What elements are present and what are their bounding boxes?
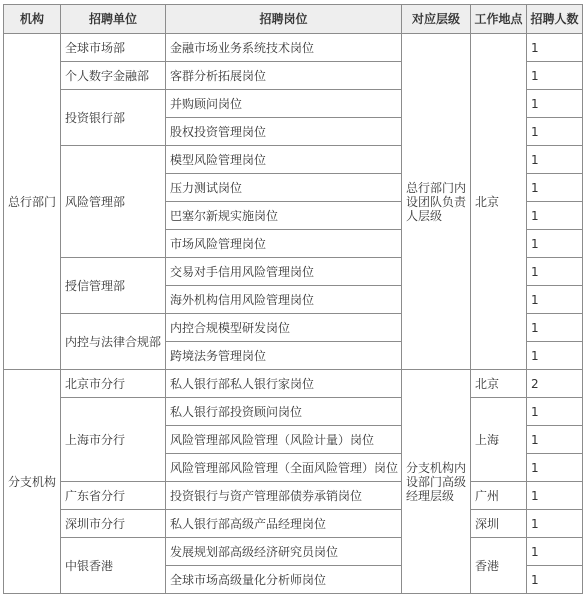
- unit-cell: 北京市分行: [61, 370, 166, 398]
- location-cell: 北京: [471, 370, 527, 398]
- position-cell: 巴塞尔新规实施岗位: [166, 202, 402, 230]
- recruitment-table: [3, 4, 583, 594]
- count-cell: 1: [527, 538, 583, 566]
- position-cell: 压力测试岗位: [166, 174, 402, 202]
- position-cell: 海外机构信用风险管理岗位: [166, 286, 402, 314]
- count-cell: 1: [527, 398, 583, 426]
- level-cell: 总行部门内设团队负责人层级: [402, 34, 471, 370]
- position-cell: 风险管理部风险管理（全面风险管理）岗位: [166, 454, 402, 482]
- count-cell: 1: [527, 286, 583, 314]
- unit-cell: 内控与法律合规部: [61, 314, 166, 370]
- org-cell: 总行部门: [4, 34, 61, 370]
- table-row: [4, 398, 583, 426]
- count-cell: 1: [527, 62, 583, 90]
- unit-cell: 投资银行部: [61, 90, 166, 146]
- count-cell: 1: [527, 174, 583, 202]
- position-cell: 私人银行部私人银行家岗位: [166, 370, 402, 398]
- level-cell: 分支机构内设部门高级经理层级: [402, 370, 471, 594]
- header-unit: 招聘单位: [61, 5, 166, 34]
- table-row: [4, 482, 583, 510]
- location-cell: 上海: [471, 398, 527, 482]
- unit-cell: 个人数字金融部: [61, 62, 166, 90]
- position-cell: 模型风险管理岗位: [166, 146, 402, 174]
- count-cell: 2: [527, 370, 583, 398]
- header-org: 机构: [4, 5, 61, 34]
- location-cell: 北京: [471, 34, 527, 370]
- count-cell: 1: [527, 314, 583, 342]
- count-cell: 1: [527, 342, 583, 370]
- header-level: 对应层级: [402, 5, 471, 34]
- table-row: [4, 538, 583, 566]
- count-cell: 1: [527, 566, 583, 594]
- unit-cell: 广东省分行: [61, 482, 166, 510]
- count-cell: 1: [527, 118, 583, 146]
- unit-cell: 授信管理部: [61, 258, 166, 314]
- position-cell: 私人银行部投资顾问岗位: [166, 398, 402, 426]
- position-cell: 私人银行部高级产品经理岗位: [166, 510, 402, 538]
- table-row: [4, 510, 583, 538]
- position-cell: 跨境法务管理岗位: [166, 342, 402, 370]
- header-row: [4, 5, 583, 34]
- count-cell: 1: [527, 230, 583, 258]
- count-cell: 1: [527, 258, 583, 286]
- header-location: 工作地点: [471, 5, 527, 34]
- org-cell: 分支机构: [4, 370, 61, 594]
- position-cell: 股权投资管理岗位: [166, 118, 402, 146]
- position-cell: 投资银行与资产管理部债券承销岗位: [166, 482, 402, 510]
- count-cell: 1: [527, 90, 583, 118]
- position-cell: 市场风险管理岗位: [166, 230, 402, 258]
- position-cell: 风险管理部风险管理（风险计量）岗位: [166, 426, 402, 454]
- unit-cell: 中银香港: [61, 538, 166, 594]
- unit-cell: 全球市场部: [61, 34, 166, 62]
- header-position: 招聘岗位: [166, 5, 402, 34]
- position-cell: 全球市场高级量化分析师岗位: [166, 566, 402, 594]
- location-cell: 香港: [471, 538, 527, 594]
- position-cell: 发展规划部高级经济研究员岗位: [166, 538, 402, 566]
- count-cell: 1: [527, 510, 583, 538]
- position-cell: 并购顾问岗位: [166, 90, 402, 118]
- position-cell: 金融市场业务系统技术岗位: [166, 34, 402, 62]
- unit-cell: 风险管理部: [61, 146, 166, 258]
- location-cell: 广州: [471, 482, 527, 510]
- count-cell: 1: [527, 34, 583, 62]
- position-cell: 内控合规模型研发岗位: [166, 314, 402, 342]
- table-row: [4, 370, 583, 398]
- count-cell: 1: [527, 454, 583, 482]
- count-cell: 1: [527, 482, 583, 510]
- count-cell: 1: [527, 146, 583, 174]
- position-cell: 交易对手信用风险管理岗位: [166, 258, 402, 286]
- table-row: [4, 34, 583, 62]
- count-cell: 1: [527, 202, 583, 230]
- position-cell: 客群分析拓展岗位: [166, 62, 402, 90]
- unit-cell: 上海市分行: [61, 398, 166, 482]
- location-cell: 深圳: [471, 510, 527, 538]
- count-cell: 1: [527, 426, 583, 454]
- unit-cell: 深圳市分行: [61, 510, 166, 538]
- header-count: 招聘人数: [527, 5, 583, 34]
